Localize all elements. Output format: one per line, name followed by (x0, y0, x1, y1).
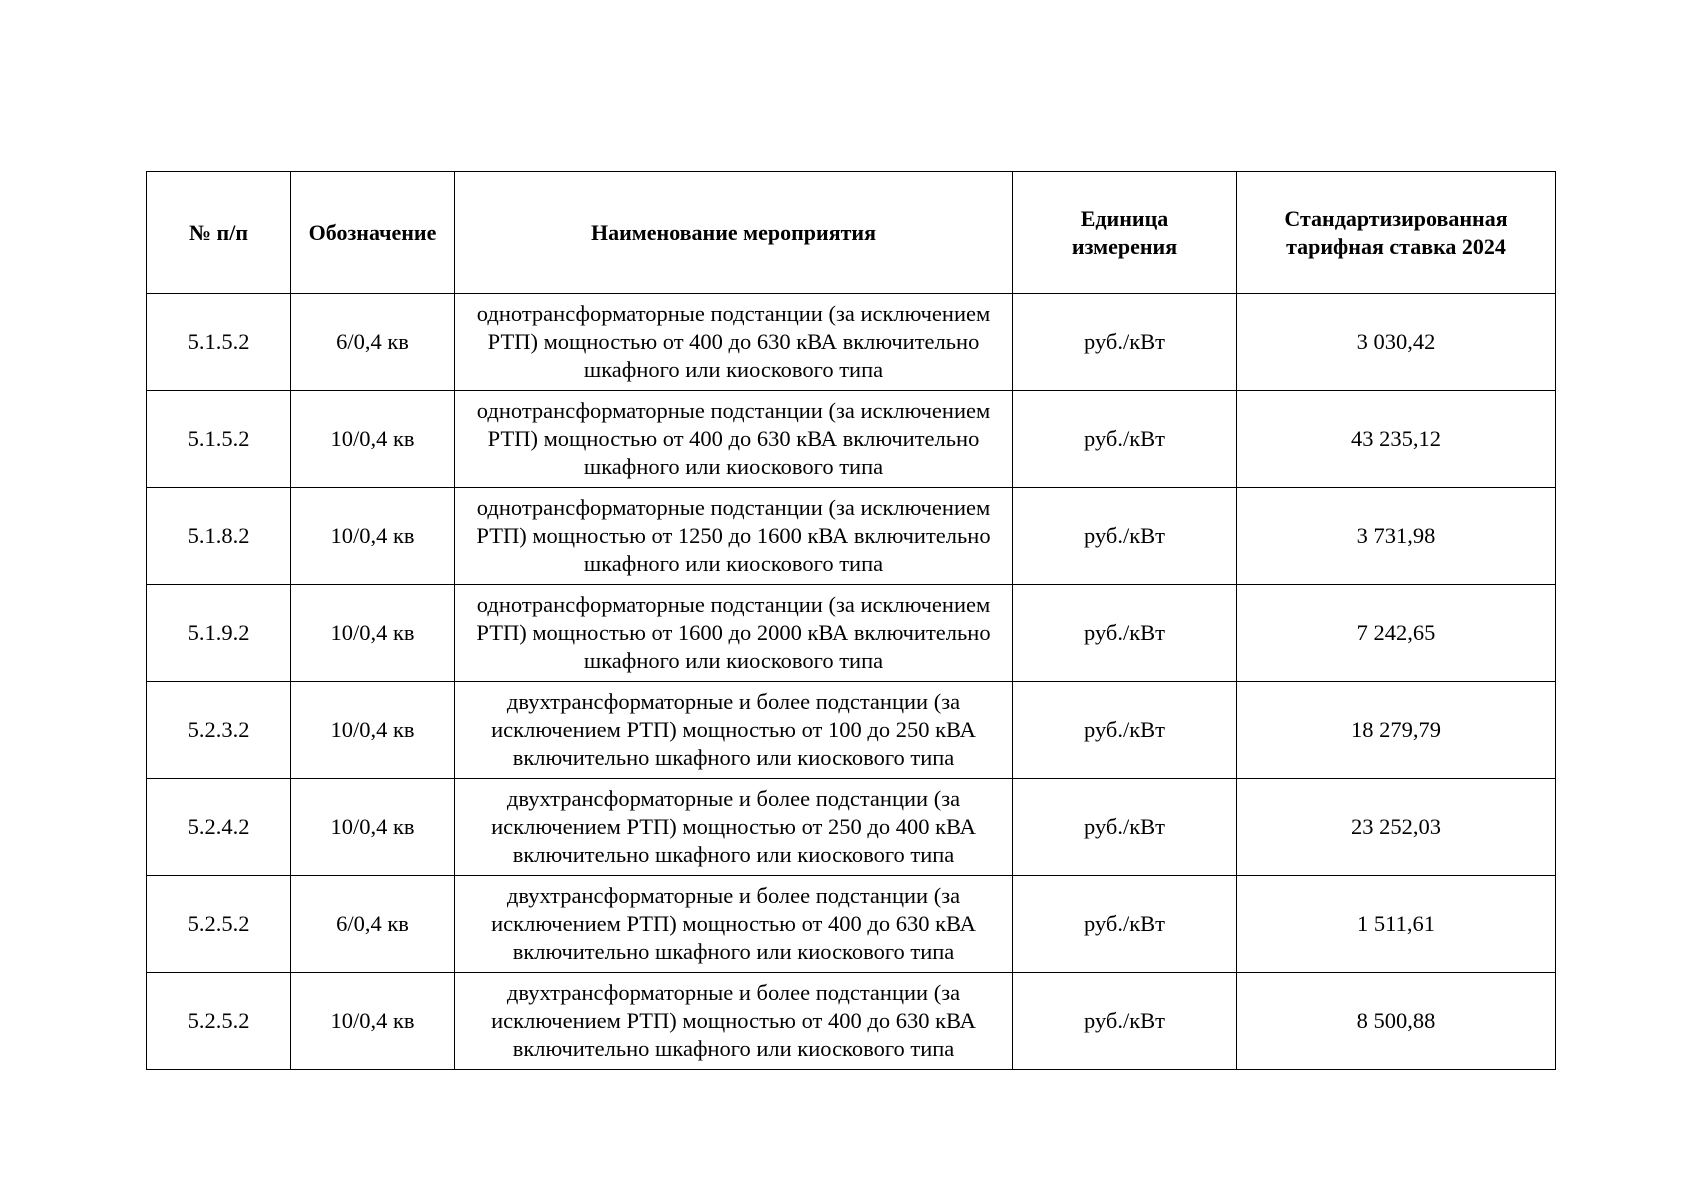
cell-code: 6/0,4 кв (291, 876, 455, 973)
cell-rate: 8 500,88 (1237, 973, 1556, 1070)
cell-unit: руб./кВт (1013, 391, 1237, 488)
cell-rate: 3 731,98 (1237, 488, 1556, 585)
cell-code: 10/0,4 кв (291, 682, 455, 779)
cell-name: двухтрансформаторные и более подстанции (за исключением РТП) мощностью от 250 до 400 кВА включительно шкафного или киоскового типа (455, 779, 1013, 876)
cell-num: 5.1.5.2 (147, 391, 291, 488)
cell-num: 5.1.8.2 (147, 488, 291, 585)
header-unit-line-1: Единица (1080, 205, 1169, 231)
table-row (147, 973, 1556, 1070)
cell-code: 10/0,4 кв (291, 488, 455, 585)
cell-name: двухтрансформаторные и более подстанции (за исключением РТП) мощностью от 400 до 630 кВА включительно шкафного или киоскового типа (455, 973, 1013, 1070)
table-row (147, 391, 1556, 488)
cell-name: однотрансформаторные подстанции (за исключением РТП) мощностью от 1600 до 2000 кВА включительно шкафного или киоскового типа (455, 585, 1013, 682)
cell-num: 5.1.5.2 (147, 294, 291, 391)
header-rate (1237, 172, 1556, 294)
cell-code: 10/0,4 кв (291, 585, 455, 682)
table-row (147, 488, 1556, 585)
cell-code: 10/0,4 кв (291, 391, 455, 488)
cell-name: однотрансформаторные подстанции (за исключением РТП) мощностью от 1250 до 1600 кВА включительно шкафного или киоскового типа (455, 488, 1013, 585)
cell-unit: руб./кВт (1013, 876, 1237, 973)
header-num: № п/п (147, 172, 291, 294)
table-row (147, 585, 1556, 682)
cell-name: однотрансформаторные подстанции (за исключением РТП) мощностью от 400 до 630 кВА включительно шкафного или киоскового типа (455, 391, 1013, 488)
table-header-row (147, 172, 1556, 294)
header-code: Обозначение (291, 172, 455, 294)
table-row (147, 779, 1556, 876)
cell-name: двухтрансформаторные и более подстанции (за исключением РТП) мощностью от 400 до 630 кВА включительно шкафного или киоскового типа (455, 876, 1013, 973)
cell-unit: руб./кВт (1013, 779, 1237, 876)
header-name: Наименование мероприятия (455, 172, 1013, 294)
cell-code: 10/0,4 кв (291, 779, 455, 876)
cell-unit: руб./кВт (1013, 973, 1237, 1070)
cell-unit: руб./кВт (1013, 682, 1237, 779)
header-rate-line-2: тарифная ставка 2024 (1286, 233, 1506, 259)
cell-unit: руб./кВт (1013, 488, 1237, 585)
cell-code: 10/0,4 кв (291, 973, 455, 1070)
table-row (147, 294, 1556, 391)
cell-name: двухтрансформаторные и более подстанции (за исключением РТП) мощностью от 100 до 250 кВА включительно шкафного или киоскового типа (455, 682, 1013, 779)
table-row (147, 682, 1556, 779)
header-unit-line-2: измерения (1071, 233, 1178, 259)
header-rate-line-1: Стандартизированная (1284, 205, 1508, 231)
cell-code: 6/0,4 кв (291, 294, 455, 391)
cell-rate: 7 242,65 (1237, 585, 1556, 682)
cell-unit: руб./кВт (1013, 585, 1237, 682)
cell-rate: 43 235,12 (1237, 391, 1556, 488)
cell-rate: 1 511,61 (1237, 876, 1556, 973)
cell-num: 5.2.4.2 (147, 779, 291, 876)
cell-num: 5.2.5.2 (147, 876, 291, 973)
cell-name: однотрансформаторные подстанции (за исключением РТП) мощностью от 400 до 630 кВА включительно шкафного или киоскового типа (455, 294, 1013, 391)
tariff-table (146, 171, 1556, 1070)
cell-rate: 3 030,42 (1237, 294, 1556, 391)
header-unit (1013, 172, 1237, 294)
cell-num: 5.2.3.2 (147, 682, 291, 779)
table-row (147, 876, 1556, 973)
cell-rate: 23 252,03 (1237, 779, 1556, 876)
cell-num: 5.2.5.2 (147, 973, 291, 1070)
cell-num: 5.1.9.2 (147, 585, 291, 682)
cell-rate: 18 279,79 (1237, 682, 1556, 779)
cell-unit: руб./кВт (1013, 294, 1237, 391)
